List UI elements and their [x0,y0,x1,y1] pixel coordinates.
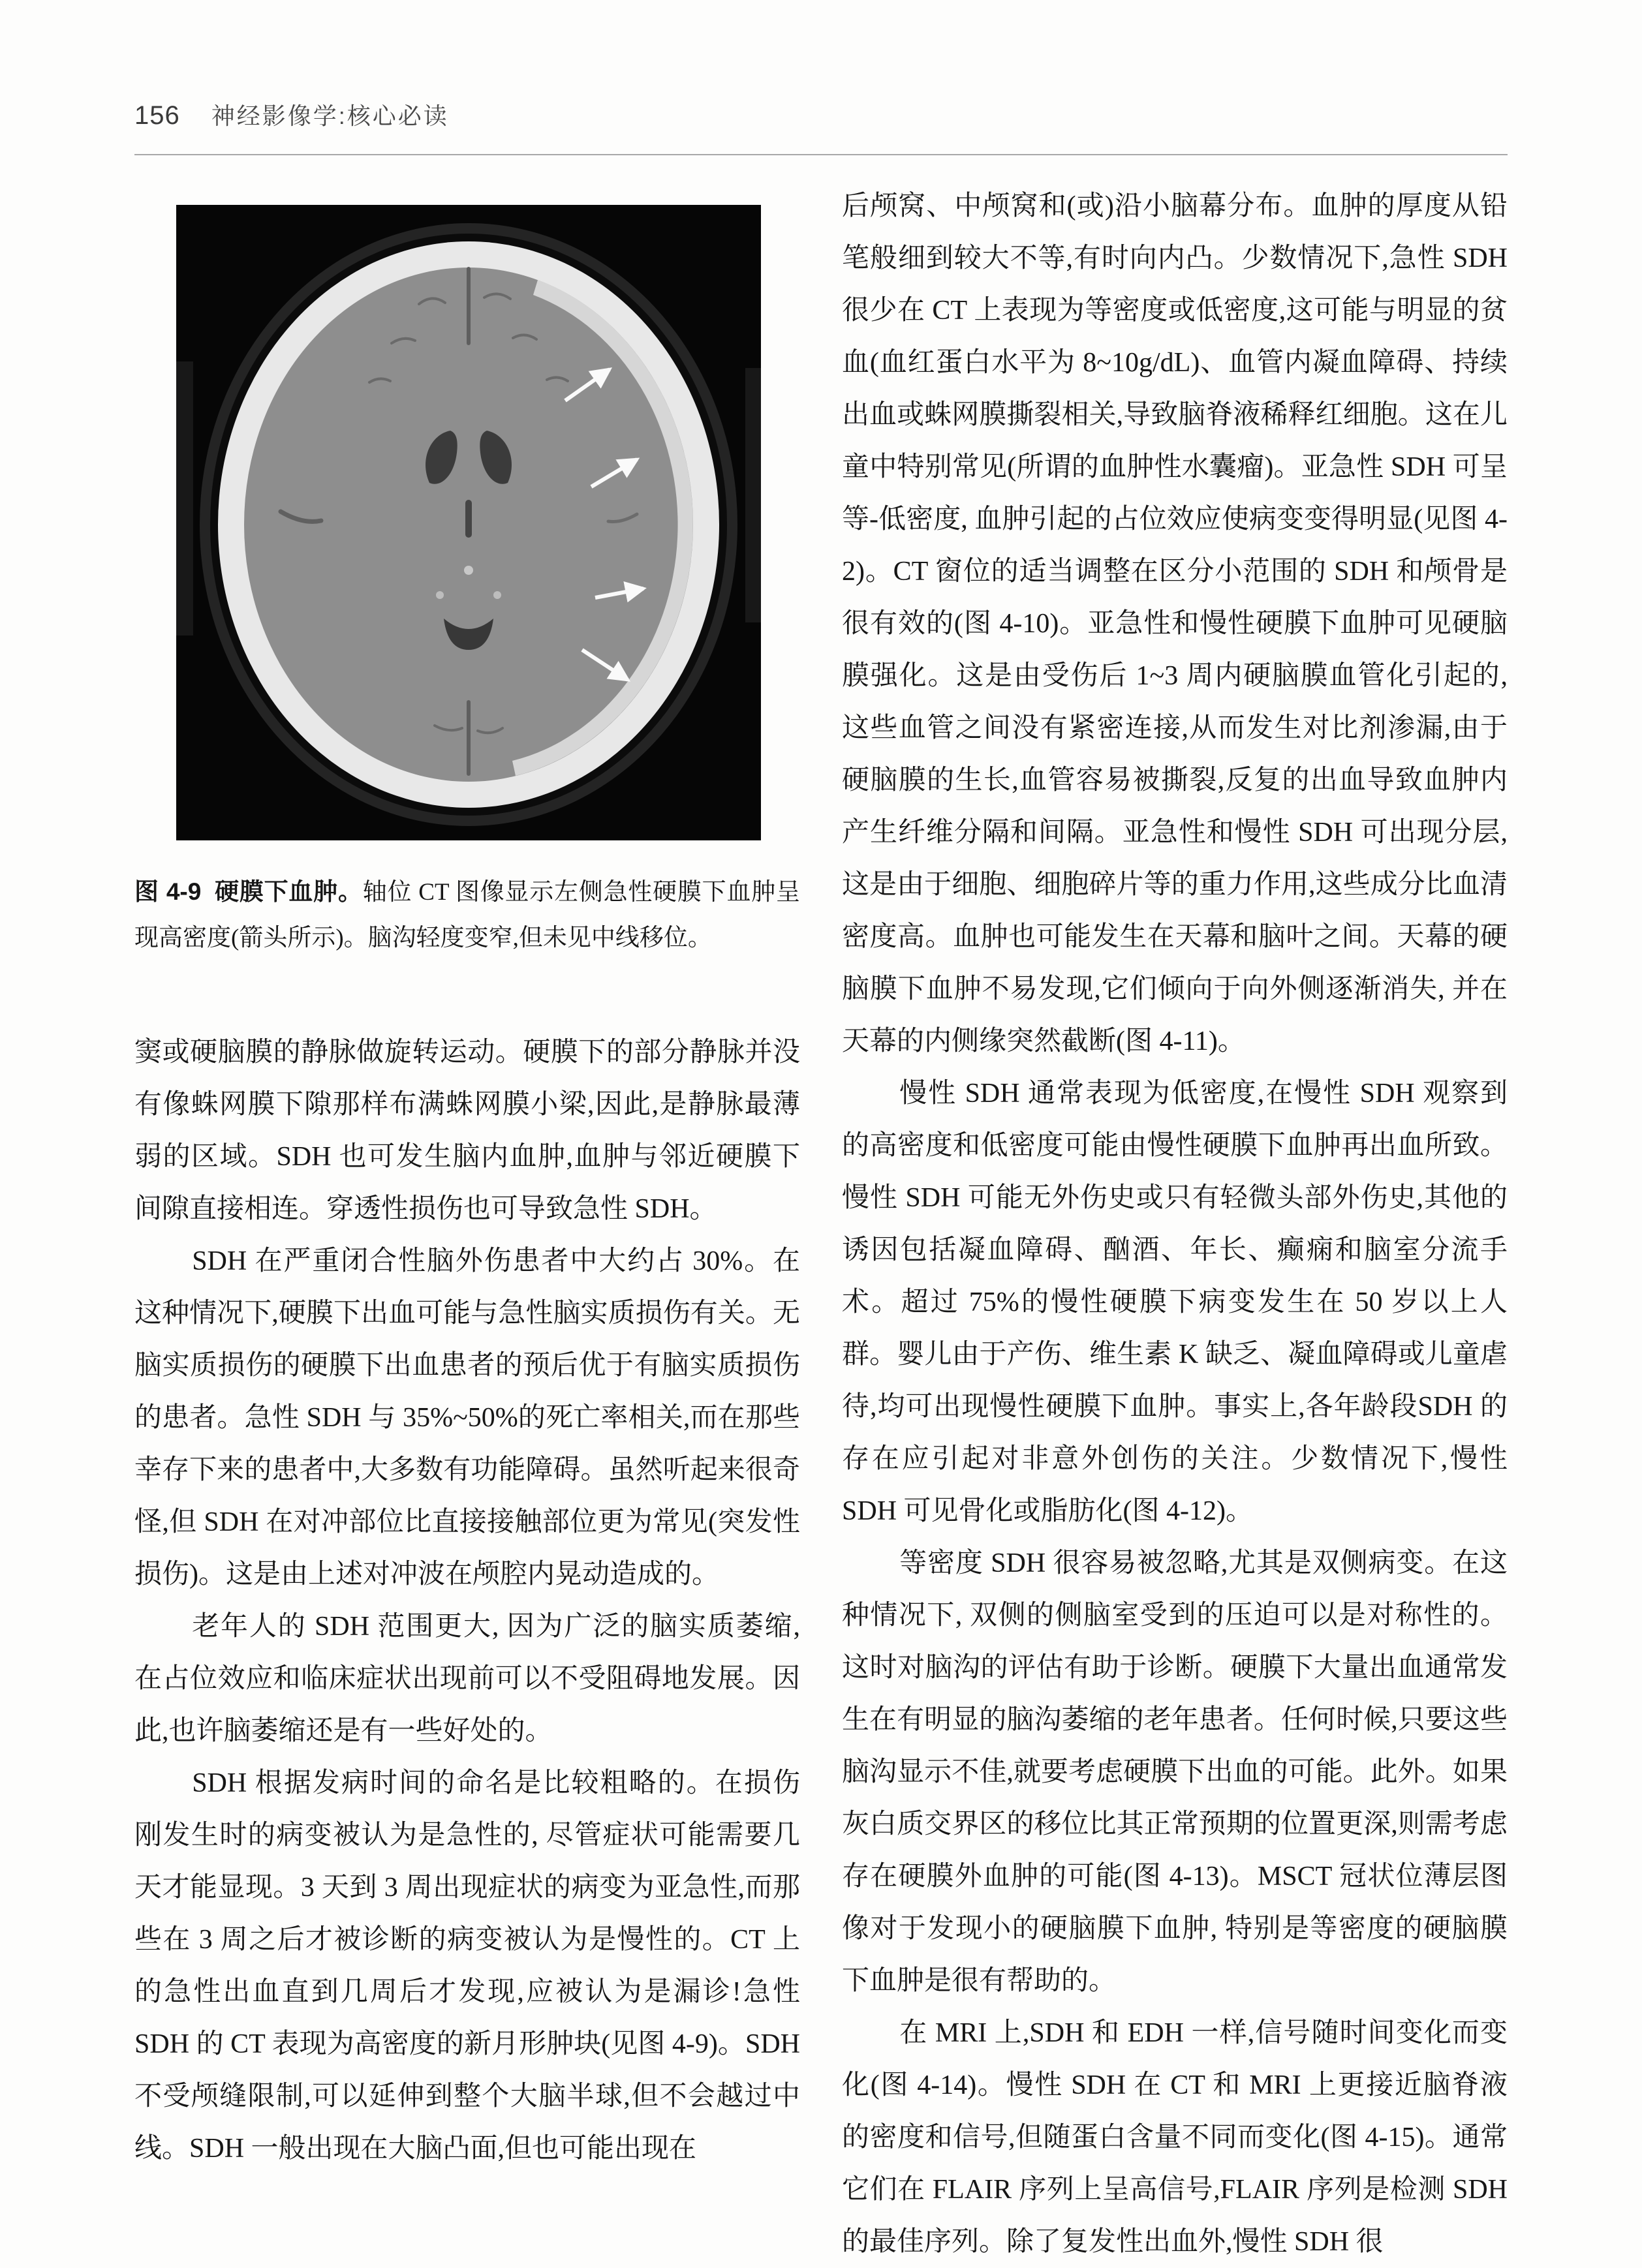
choroid-calcification-right [493,591,501,599]
ct-scan-image [176,205,761,840]
paragraph: 后颅窝、中颅窝和(或)沿小脑幕分布。血肿的厚度从铅笔般细到较大不等,有时向内凸。少数情况下,急性 SDH 很少在 CT 上表现为等密度或低密度,这可能与明显的贫血(血红蛋白水平为 8~10g/dL)、血管内凝血障碍、持续出血或蛛网膜撕裂相关,导致脑脊液稀释红细胞。这在儿童中特别常见(所谓的血肿性水囊瘤)。亚急性 SDH 可呈等-低密度, 血肿引起的占位效应使病变变得明显(见图 4-2)。CT 窗位的适当调整在区分小范围的 SDH 和颅骨是很有效的(图 4-10)。亚急性和慢性硬膜下血肿可见硬脑膜强化。这是由受伤后 1~3 周内硬脑膜血管化引起的,这些血管之间没有紧密连接,从而发生对比剂渗漏,由于硬脑膜的生长,血管容易被撕裂,反复的出血导致血肿内产生纤维分隔和间隔。亚急性和慢性 SDH 可出现分层,这是由于细胞、细胞碎片等的重力作用,这些成分比血清密度高。血肿也可能发生在天幕和脑叶之间。天幕的硬脑膜下血肿不易发现,它们倾向于向外侧逐渐消失, 并在天幕的内侧缘突然截断(图 4-11)。 [842,191,1508,1056]
ct-noise-right [745,368,761,622]
right-column [842,180,1508,2268]
ct-noise-left [176,361,193,636]
figure-4-9 [176,205,761,840]
book-title: 神经影像学:核心必读 [211,102,449,129]
paragraph: SDH 根据发病时间的命名是比较粗略的。在损伤刚发生时的病变被认为是急性的, 尽管症状可能需要几天才能显现。3 天到 3 周出现症状的病变为亚急性,而那些在 3 周之后才被诊断的病变被认为是慢性的。CT 上的急性出血直到几周后才发现,应被认为是漏诊!急性 SDH 的 CT 表现为高密度的新月形肿块(见图 4-9)。SDH 不受颅缝限制,可以延伸到整个大脑半球,但不会越过中线。SDH 一般出现在大脑凸面,但也可能出现在 [134,1768,800,2164]
choroid-calcification-left [436,591,444,599]
figure-caption [134,869,800,961]
left-column [134,205,800,2175]
paragraph: 在 MRI 上,SDH 和 EDH 一样,信号随时间变化而变化(图 4-14)。慢性 SDH 在 CT 和 MRI 上更接近脑脊液的密度和信号,但随蛋白含量不同而变化(图 4-15)。通常它们在 FLAIR 序列上呈高信号,FLAIR 序列是检测 SDH 的最佳序列。除了复发性出血外,慢性 SDH 很 [842,2018,1508,2257]
paragraph: 老年人的 SDH 范围更大, 因为广泛的脑实质萎缩, 在占位效应和临床症状出现前可以不受阻碍地发展。因此,也许脑萎缩还是有一些好处的。 [134,1612,800,1746]
paragraph: 窦或硬脑膜的静脉做旋转运动。硬膜下的部分静脉并没有像蛛网膜下隙那样布满蛛网膜小梁,因此,是静脉最薄弱的区域。SDH 也可发生脑内血肿,血肿与邻近硬膜下间隙直接相连。穿透性损伤也可导致急性 SDH。 [134,1037,800,1224]
pineal-calcification [464,566,473,575]
paragraph: SDH 在严重闭合性脑外伤患者中大约占 30%。在这种情况下,硬膜下出血可能与急性脑实质损伤有关。无脑实质损伤的硬膜下出血患者的预后优于有脑实质损伤的患者。急性 SDH 与 35%~50%的死亡率相关,而在那些幸存下来的患者中,大多数有功能障碍。虽然听起来很奇怪,但 SDH 在对冲部位比直接接触部位更为常见(突发性损伤)。这是由上述对冲波在颅腔内晃动造成的。 [134,1246,800,1589]
figure-label: 图 4-9 [134,878,202,905]
paragraph: 慢性 SDH 通常表现为低密度,在慢性 SDH 观察到的高密度和低密度可能由慢性硬膜下血肿再出血所致。慢性 SDH 可能无外伤史或只有轻微头部外伤史,其他的诱因包括凝血障碍、酗酒、年长、癫痫和脑室分流手术。超过 75%的慢性硬膜下病变发生在 50 岁以上人群。婴儿由于产伤、维生素 K 缺乏、凝血障碍或儿童虐待,均可出现慢性硬膜下血肿。事实上,各年龄段SDH 的存在应引起对非意外创伤的关注。少数情况下,慢性 SDH 可见骨化或脂肪化(图 4-12)。 [842,1079,1508,1526]
paragraph: 等密度 SDH 很容易被忽略,尤其是双侧病变。在这种情况下, 双侧的侧脑室受到的压迫可以是对称性的。这时对脑沟的评估有助于诊断。硬膜下大量出血通常发生在有明显的脑沟萎缩的老年患者。任何时候,只要这些脑沟显示不佳,就要考虑硬膜下出血的可能。此外。如果灰白质交界区的移位比其正常预期的位置更深,则需考虑存在硬膜外血肿的可能(图 4-13)。MSCT 冠状位薄层图像对于发现小的硬脑膜下血肿, 特别是等密度的硬脑膜下血肿是很有帮助的。 [842,1548,1508,1996]
page-number: 156 [134,101,180,130]
page-header [134,98,449,131]
header-rule [134,154,1508,155]
left-column-text [134,1026,800,2175]
third-ventricle [465,500,472,538]
figure-caption-text: 轴位 CT 图像显示左侧急性硬膜下血肿呈现高密度(箭头所示)。脑沟轻度变窄,但未见中线移位。 [134,879,800,951]
figure-title: 硬膜下血肿。 [214,878,363,905]
